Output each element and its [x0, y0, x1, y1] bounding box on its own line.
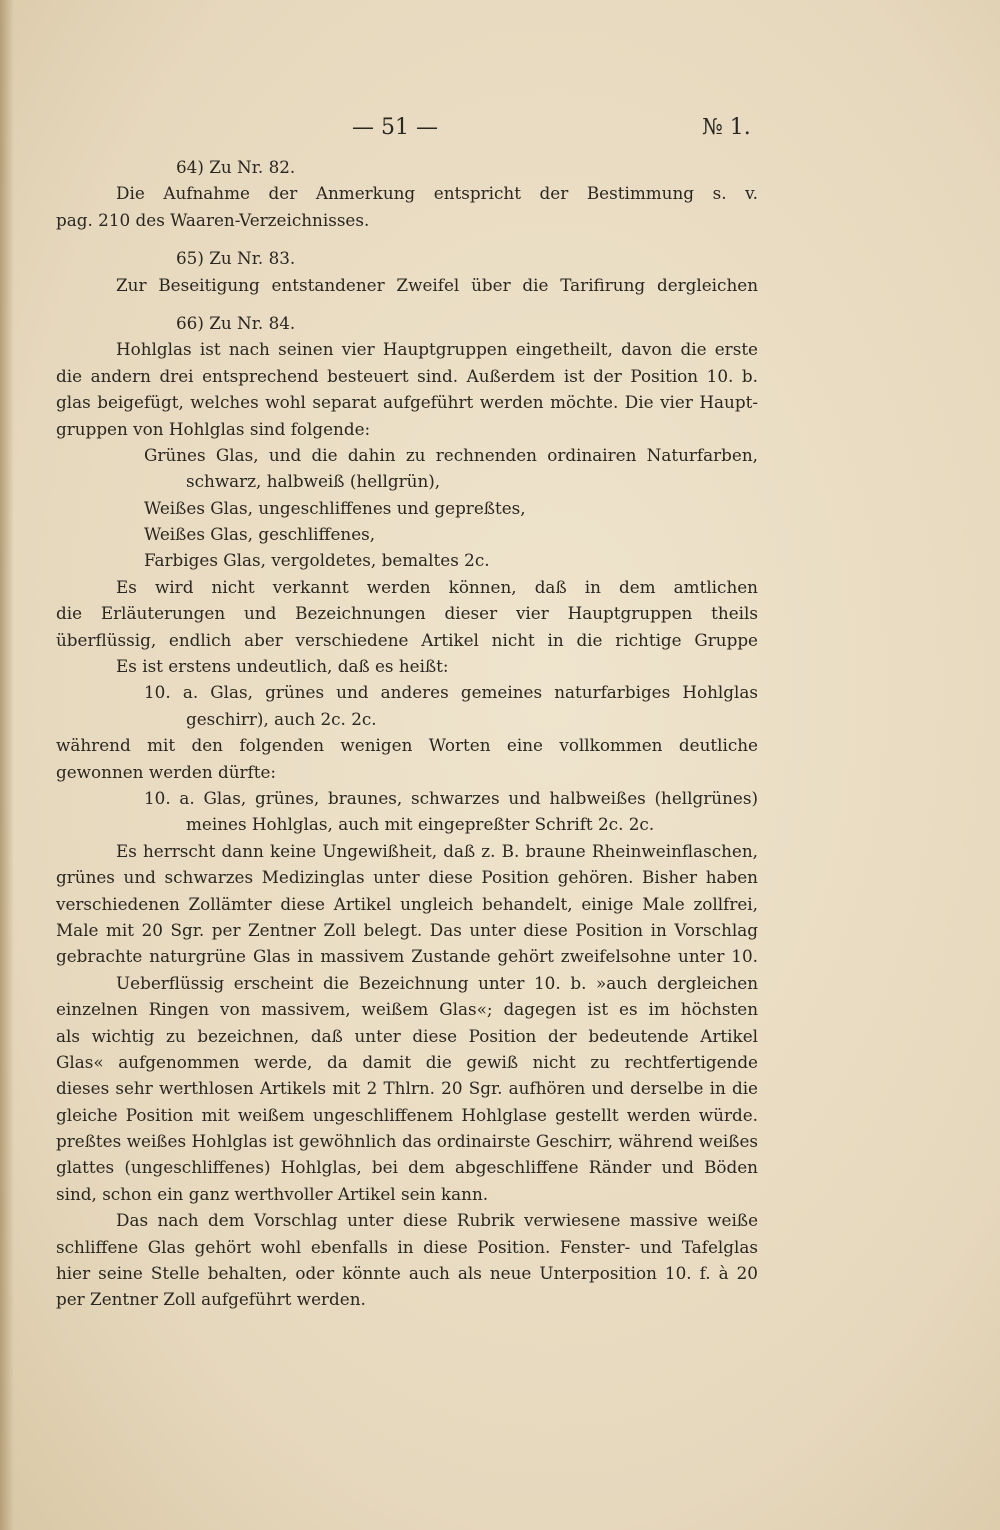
page-body	[56, 154, 758, 1313]
text-line: glattes (ungeschliffenes) Hohlglas, bei dem abgeschliffene Ränder und Böden	[56, 1157, 758, 1178]
text-line: sind, schon ein ganz werthvoller Artikel sein kann.	[56, 1183, 489, 1204]
list-item: Farbiges Glas, vergoldetes, bemaltes 2c.	[144, 550, 490, 571]
sheet-signature: № 1.	[702, 115, 751, 140]
text-line: Glas« aufgenommen werde, da damit die gewiß nicht zu rechtfertigende	[56, 1051, 758, 1072]
text-line: preßtes weißes Hohlglas ist gewöhnlich das ordinairste Geschirr, während weißes	[56, 1131, 758, 1152]
text-line: schliffene Glas gehört wohl ebenfalls in diese Position. Fenster- und Tafelglas	[56, 1236, 758, 1257]
page-header	[0, 115, 1000, 145]
list-item-continued: schwarz, halbweiß (hellgrün),	[186, 471, 441, 492]
text-line: einzelnen Ringen von massivem, weißem Glas«; dagegen ist es im höchsten	[56, 999, 758, 1020]
text-line: gruppen von Hohlglas sind folgende:	[56, 418, 371, 439]
text-line: Male mit 20 Sgr. per Zentner Zoll belegt. Das unter diese Position in Vorschlag	[56, 919, 758, 940]
text-line: Hohlglas ist nach seinen vier Hauptgruppen eingetheilt, davon die erste	[116, 339, 758, 360]
text-line: die Erläuterungen und Bezeichnungen dieser vier Hauptgruppen theils	[56, 603, 758, 624]
text-line: pag. 210 des Waaren-Verzeichnisses.	[56, 209, 370, 230]
text-line: Es wird nicht verkannt werden können, daß in dem amtlichen	[116, 576, 758, 597]
quoted-position-continued: geschirr), auch 2c. 2c.	[186, 708, 377, 729]
list-item: Grünes Glas, und die dahin zu rechnenden ordinairen Naturfarben,	[144, 444, 758, 465]
text-line: hier seine Stelle behalten, oder könnte auch als neue Unterposition 10. f. à 20	[56, 1263, 758, 1284]
text-line: Zur Beseitigung entstandener Zweifel über die Tarifirung dergleichen	[116, 274, 758, 295]
text-line: gewonnen werden dürfte:	[56, 761, 277, 782]
section-heading: 65) Zu Nr. 83.	[176, 248, 296, 269]
text-line: gebrachte naturgrüne Glas in massivem Zustande gehört zweifelsohne unter 10.	[56, 946, 758, 967]
quoted-position: 10. a. Glas, grünes, braunes, schwarzes und halbweißes (hellgrünes)	[144, 787, 758, 808]
text-line: Das nach dem Vorschlag unter diese Rubrik verwiesene massive weiße	[116, 1210, 758, 1231]
text-line: verschiedenen Zollämter diese Artikel ungleich behandelt, einige Male zollfrei,	[56, 893, 758, 914]
text-line: überflüssig, endlich aber verschiedene Artikel nicht in die richtige Gruppe	[56, 629, 758, 650]
text-line: Es ist erstens undeutlich, daß es heißt:	[116, 656, 449, 677]
page-number: — 51 —	[352, 115, 438, 140]
section-heading: 64) Zu Nr. 82.	[176, 157, 296, 177]
text-line: dieses sehr werthlosen Artikels mit 2 Thlrn. 20 Sgr. aufhören und derselbe in die	[56, 1078, 758, 1099]
text-line: per Zentner Zoll aufgeführt werden.	[56, 1289, 366, 1310]
quoted-position: 10. a. Glas, grünes und anderes gemeines naturfarbiges Hohlglas	[144, 682, 758, 703]
text-line: Es herrscht dann keine Ungewißheit, daß z. B. braune Rheinweinflaschen,	[116, 840, 758, 861]
list-item: Weißes Glas, ungeschliffenes und gepreßtes,	[144, 497, 526, 518]
page-edge-shadow	[0, 0, 14, 1530]
text-line: Die Aufnahme der Anmerkung entspricht der Bestimmung s. v.	[116, 183, 758, 204]
text-line: grünes und schwarzes Medizinglas unter diese Position gehören. Bisher haben	[56, 867, 758, 888]
text-line: die andern drei entsprechend besteuert sind. Außerdem ist der Position 10. b.	[56, 365, 758, 386]
text-line: als wichtig zu bezeichnen, daß unter diese Position der bedeutende Artikel	[56, 1025, 758, 1046]
text-line: Ueberflüssig erscheint die Bezeichnung unter 10. b. »auch dergleichen	[116, 972, 758, 993]
text-line: glas beigefügt, welches wohl separat aufgeführt werden möchte. Die vier Haupt-	[56, 392, 758, 413]
quoted-position-continued: meines Hohlglas, auch mit eingepreßter Schrift 2c. 2c.	[186, 814, 655, 835]
text-line: gleiche Position mit weißem ungeschliffenem Hohlglase gestellt werden würde.	[56, 1104, 758, 1125]
list-item: Weißes Glas, geschliffenes,	[144, 524, 376, 545]
section-heading: 66) Zu Nr. 84.	[176, 312, 296, 333]
text-line: während mit den folgenden wenigen Worten eine vollkommen deutliche	[56, 735, 758, 756]
